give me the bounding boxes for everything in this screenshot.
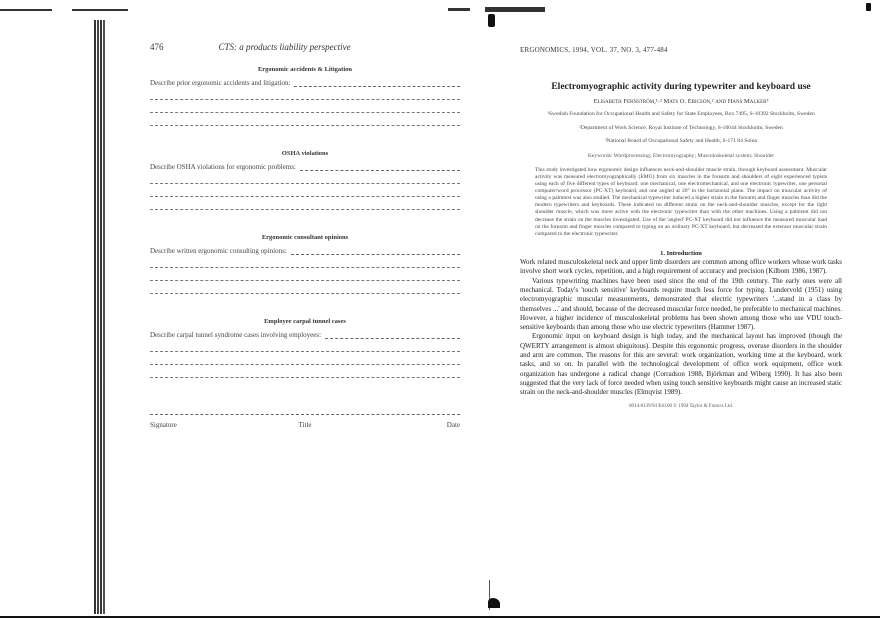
keywords: Keywords: Wordprocessing; Electromyography; Musculoskeletal system; Shoulder [587,152,775,159]
date-label: Date [446,421,460,429]
blank-line [150,352,460,365]
copyright-footer: 0014-0139/94 $10.00 © 1994 Taylor & Francis Ltd. [628,403,734,409]
blank-line [150,268,460,281]
section-title: Employee carpal tunnel cases [264,318,346,325]
section-title: Ergonomic consultant opinions [261,234,349,241]
scan-artifact [866,3,871,11]
section-prompt: Describe prior ergonomic accidents and litigation: [150,79,460,87]
authors: Elisabeth Fernström,¹·² Mats O. Ericson,² and Hans Malker³ [593,98,769,105]
section-prompt: Describe written ergonomic consulting opinions: [150,247,460,255]
form-section [150,66,460,126]
scan-artifact [72,9,128,11]
scan-artifact [448,8,470,11]
scan-artifact [0,9,52,11]
abstract: This study investigated how ergonomic design influences neck-and-shoulder muscle strain, through keyboard assessment. Muscular activity was measured electromyographically (EMG) from six muscles in the forearm and shoulders of eight experienced typists using each of five different types of keyboard: one mechanical, one electromechanical, and one electronic typewriter, one personal computer/word processor (PC-XT) keyboard, and one angled at 20° in the horizontal plane. The impact on muscular activity of using a palmrest was also studied. The mechanical typewriter induced a higher strain in the forearm and finger muscles than did the modern typewriters and keyboards. These indicated no different strain on the neck-and-shoulder muscles, except for the right shoulder muscle, which was more active with the electronic typewriter than with the other machines. Using a palmrest did not decrease the strain on the muscles investigated. Use of the 'angled' PC-XT keyboard did not influence the measured muscular load on the forearm and finger muscles compared to typing on an ordinary PC-XT keyboard, but decreased the extensor muscular strain compared to the electronic typewriter. [535,166,827,237]
form-section [150,150,460,210]
blank-line [150,365,460,378]
paragraph: Various typewriting machines have been used since the end of the 19th century. The early ones were all mechanical. Today's 'touch sensitive' keyboards require much less force for typing. Lundervold (1951) using electromyographic muscular measurements, demonstrated that electric typewriters '...stand in a class by themselves ...' and should, because of the decreased muscular force needed, be preferable to mechanical machines. However, a higher incidence of musculoskeletal problems has been shown among those who use VDU touch-sensitive keyboards than among those who use electric typewriters (Hammer 1987). [520,276,842,332]
blank-line [150,171,460,184]
paragraph: Work related musculoskeletal neck and upper limb disorders are common among office workers whose work tasks involve short work cycles, repetition, and a high requirement of accuracy and precision (Kilbom 1986, 1987). [520,258,842,276]
scan-artifact [488,14,495,27]
signature-block [150,414,460,429]
form-section [150,318,460,378]
section-heading: 1. Introduction [660,250,702,258]
article-title: Electromyographic activity during typewriter and keyboard use [551,82,811,92]
scan-artifact [485,7,545,12]
blank-line [150,87,460,100]
blank-line [150,184,460,197]
blank-line [150,100,460,113]
page-bottom-edge [0,616,880,618]
running-head: CTS: a products liability perspective [218,42,351,52]
left-page [150,42,460,429]
journal-citation: ERGONOMICS, 1994, VOL. 37, NO. 3, 477-484 [520,46,668,54]
signature-label: Signature [150,421,177,429]
left-page-header [150,42,460,52]
blank-line [150,197,460,210]
paragraph: Ergonomic input on keyboard design is high today, and the mechanical layout has improved (though the QWERTY arrangement is almost ubiquitous). Despite this ergonomic progress, overuse disorders in the shoulder and arm are common. The reasons for this are several: work organization, working time at the keyboard, work tasks, and so on. In parallel with the technological development of office work equipment, office work organization has undergone a radical change (Corradson 1988, Björkman and Wiberg 1990). It has also been suggested that the very lack of force needed when using touch sensitive keyboards might cause an increased static strain on the neck-and-shoulder muscles (Elmqvist 1989). [520,332,842,397]
title-label: Title [298,421,312,429]
blank-line [150,113,460,126]
body-text [520,258,842,397]
page-number: 476 [150,42,164,52]
section-prompt: Describe carpal tunnel syndrome cases involving employees: [150,331,460,339]
form-section [150,234,460,294]
blank-line [150,339,460,352]
affiliation: ²Department of Work Science, Royal Institute of Technology, S-10044 Stockholm, Sweden [579,124,783,131]
section-prompt: Describe OSHA violations for ergonomic problems: [150,163,460,171]
scan-artifact [488,598,500,608]
blank-line [150,281,460,294]
blank-line [150,255,460,268]
section-title: Ergonomic accidents & Litigation [257,66,353,73]
section-title: OSHA violations [281,150,329,157]
affiliation: ¹Swedish Foundation for Occupational Health and Safety for State Employees, Box 7495, S-10392 Stockholm, Sweden [547,111,815,117]
book-binding-shadow [94,20,108,614]
right-page [520,46,842,409]
affiliation: ³National Board of Occupational Safety and Health, S-171 84 Solna [604,138,758,145]
